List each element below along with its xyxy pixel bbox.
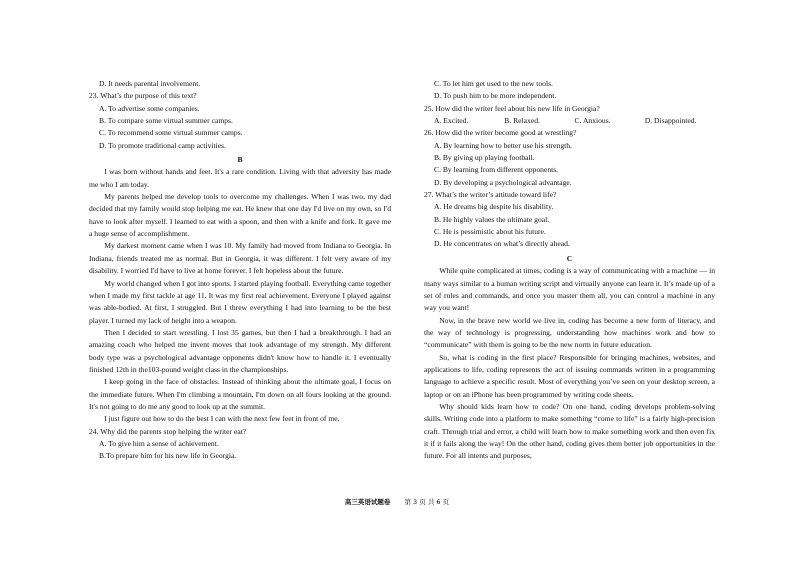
q25-options: [424, 115, 715, 127]
passage-b-paragraph-4: My world changed when I got into sports. I started playing football. Everything came together when I made my first tackle at age 11. It was my first real achievement. Everyone I played against was able-bodied. At first, I struggled. But I threw everything I had into learning to be the best player. I turned my lack of height into a weapon.: [89, 278, 391, 325]
q27-option-c: C. He is pessimistic about his future.: [434, 227, 546, 237]
question-25: 25. How did the writer feel about his new life in Georgia?: [424, 103, 600, 113]
left-column: [89, 78, 391, 463]
section-b-heading: B: [237, 155, 243, 165]
q27-option-b: B. He highly values the ultimate goal.: [434, 214, 550, 224]
footer-title: 高三英语试题卷: [344, 498, 391, 506]
question-23: 23. What’s the purpose of this text?: [89, 91, 197, 101]
passage-b-paragraph-2: My parents helped me develop tools to overcome my challenges. When I was two, my dad decided that my family would stop helping me eat. He knew that one day I'd live on my own, so I'd have to look after myself. I learned to eat with a spoon, and then with a knife and fork. It gave me a huge sense of accomplishment.: [89, 192, 391, 239]
q24-option-c: C. To let him get used to the new tools.: [434, 79, 553, 88]
footer-page-number: 第 3 页 共 6 页: [404, 498, 450, 506]
question-24: 24. Why did the parents stop helping the writer eat?: [89, 426, 247, 436]
q25-option-a: A. Excited.: [434, 116, 469, 126]
q24-option-a: A. To give him a sense of achievement.: [99, 438, 219, 448]
page-footer: [0, 497, 794, 506]
q24-option-b: B.To prepare him for his new life in Georgia.: [99, 451, 237, 461]
passage-c-paragraph-1: While quite complicated at times, coding is a way of communicating with a machine — in many ways similar to a human writing script and virtually anyone can learn it. It’s made up of a set of rules and commands, and once you master them all, you can control a machine in any way you want!: [424, 266, 715, 313]
q25-option-d: D. Disappointed.: [644, 116, 697, 126]
q26-option-a: A. By learning how to better use his strength.: [434, 140, 572, 150]
q22-option-d: D. It needs parental involvement.: [99, 79, 201, 88]
q23-option-c: C. To recommend some virtual summer camps.: [99, 128, 243, 138]
question-26: 26. How did the writer become good at wrestling?: [424, 128, 577, 138]
passage-c-paragraph-4: Why should kids learn how to code? On one hand, coding develops problem-solving skills. Writing code into a platform to make something “come to life” is a fairly high-precision craft. Through trial and error, a child will learn how to make something work and then even fix it if it fails along the way! On the other hand, coding gives them better job opportunities in the future. For all intents and purposes,: [424, 401, 715, 461]
right-column: [424, 78, 715, 463]
section-c-heading: C: [566, 253, 573, 263]
q24-option-d: D. To push him to be more independent.: [434, 91, 557, 101]
q26-option-b: B. By giving up playing football.: [434, 153, 535, 163]
q26-option-c: C. By learning from different opponents.: [434, 165, 559, 175]
q23-option-b: B. To compare some virtual summer camps.: [99, 116, 233, 126]
q23-option-d: D. To promote traditional camp activities.: [99, 140, 226, 150]
q27-option-a: A. He dreams big despite his disability.: [434, 202, 554, 212]
passage-b-paragraph-7: I just figure out how to do the best I can with the next few feet in front of me.: [104, 414, 340, 424]
passage-b-paragraph-5: Then I decided to start wrestling. I lost 35 games, but then I had a breakthrough. I had an amazing coach who helped me invent moves that took advantage of my strength. My different body type was a psychological advantage opponents didn't know how to handle it. I eventually finished 12th in the103-pound weight class in the championships.: [89, 327, 391, 374]
passage-b-paragraph-3: My darkest moment came when I was 10. My family had moved from Indiana to Georgia. In Indiana, friends treated me as normal. But in Georgia, it was different. I felt very aware of my disability. I worried I'd have to live at home forever. I felt hopeless about the future.: [89, 241, 391, 276]
q26-option-d: D. By developing a psychological advantage.: [434, 177, 572, 187]
question-27: 27. What’s the writer’s attitude toward life?: [424, 190, 557, 200]
q23-option-a: A. To advertise some companies.: [99, 103, 200, 113]
q25-option-b: B. Relaxed.: [504, 116, 540, 126]
q25-option-c: C. Anxious.: [574, 116, 611, 126]
passage-b-paragraph-1: I was born without hands and feet. It's a rare condition. Living with that adversity has made me who I am today.: [89, 167, 391, 189]
passage-c-paragraph-2: Now, in the brave new world we live in, coding has become a new form of literacy, and the way of technology is progressing, understanding how machines work and how to “communicate” with them is going to be the new norm in future education.: [424, 315, 715, 350]
passage-c-paragraph-3: So, what is coding in the first place? Responsible for bringing machines, websites, and applications to life, coding represents the act of issuing commands written in a programming language to achieve a specific result. Most of everything you’ve seen on your desktop screen, a laptop or on an iPhone has been programmed by writing code sheets.: [424, 352, 715, 399]
q27-option-d: D. He concentrates on what’s directly ahead.: [434, 239, 570, 249]
passage-b-paragraph-6: I keep going in the face of obstacles. Instead of thinking about the ultimate goal, I focus on the immediate future. When I'm climbing a mountain, I'm down on all fours looking at the ground. It's not going to do me any good to look up at the summit.: [89, 377, 391, 411]
